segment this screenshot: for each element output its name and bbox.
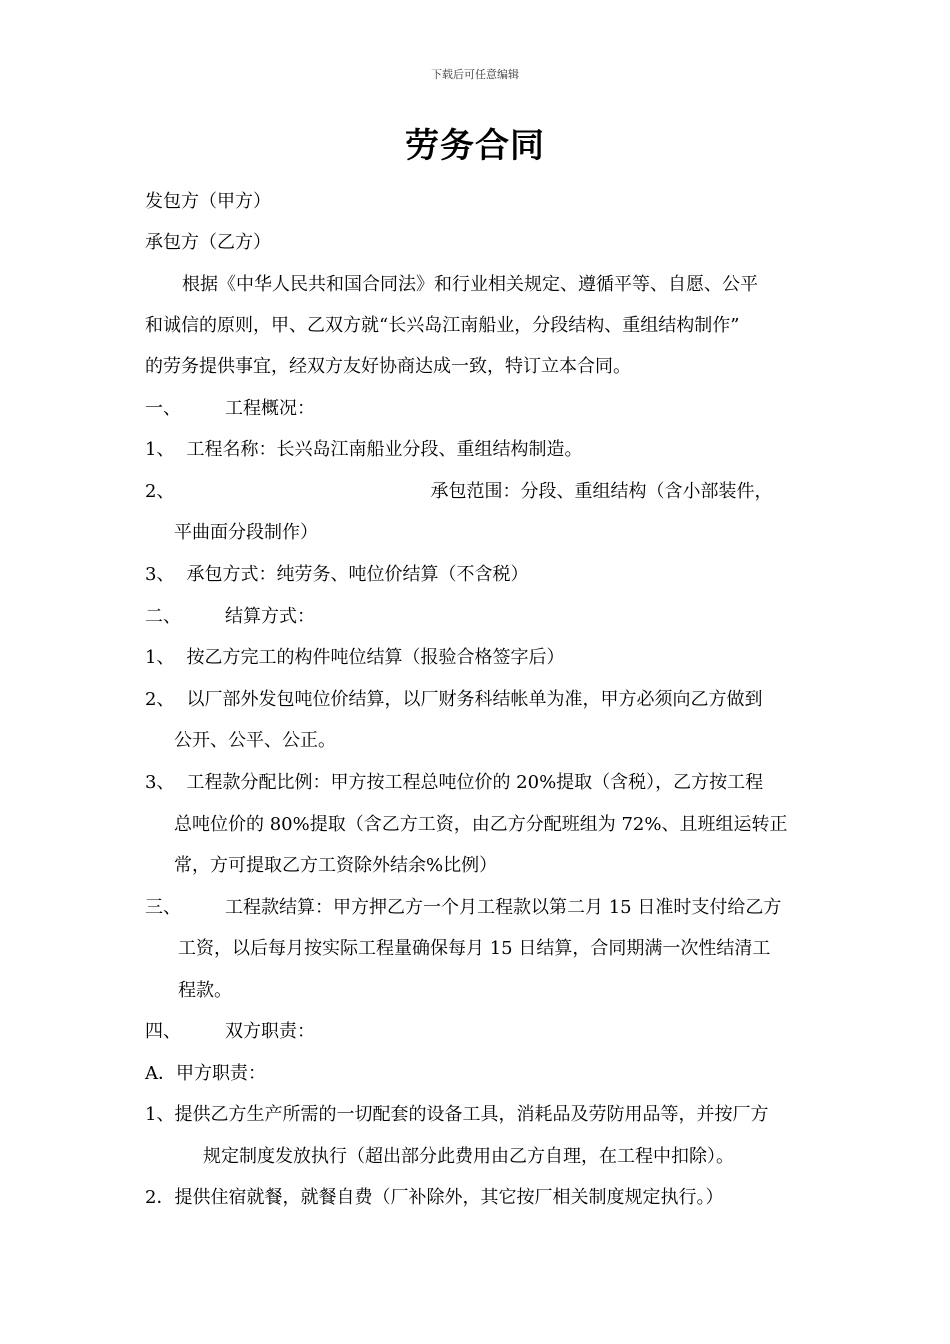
section-3-cont-2: 程款。 <box>178 980 232 1001</box>
section-4-heading <box>145 1020 315 1044</box>
section-2-item-2-cont: 公开、公平、公正。 <box>174 730 336 751</box>
section-2-item-3-cont-2: 常，方可提取乙方工资除外结余%比例） <box>174 855 498 876</box>
section-3-heading <box>145 896 781 920</box>
item-number: 3、 <box>145 564 175 585</box>
section-3-text: 工程款结算：甲方押乙方一个月工程款以第二月 15 日准时支付给乙方 <box>225 897 782 918</box>
item-text: 工程名称：长兴岛江南船业分段、重组结构制造。 <box>186 439 583 460</box>
item-number: 3、 <box>145 772 175 793</box>
item-number: 1、 <box>145 439 175 460</box>
section-4-sub-a: A．甲方职责： <box>145 1063 266 1084</box>
item-text: 承包范围：分段、重组结构（含小部装件， <box>430 481 773 502</box>
section-4-item-2: 2．提供住宿就餐，就餐自费（厂补除外，其它按厂相关制度规定执行。） <box>145 1187 724 1208</box>
section-4-item-1-cont: 规定制度发放执行（超出部分此费用由乙方自理，在工程中扣除）。 <box>203 1146 734 1167</box>
section-2-item-3 <box>145 771 763 795</box>
item-number: 1、 <box>145 647 175 668</box>
party-b-line: 承包方（乙方） <box>145 232 271 253</box>
preamble-line-2: 和诚信的原则，甲、乙双方就“长兴岛江南船业，分段结构、重组结构制作” <box>145 315 740 336</box>
section-3-number: 三、 <box>145 897 181 918</box>
section-2-item-3-cont-1: 总吨位价的 80%提取（含乙方工资，由乙方分配班组为 72%、且班组运转正 <box>174 814 788 835</box>
item-number: 2、 <box>145 689 175 710</box>
section-2-item-2 <box>145 688 762 712</box>
section-4-item-1: 1、提供乙方生产所需的一切配套的设备工具，消耗品及劳防用品等，并按厂方 <box>145 1104 769 1125</box>
item-text: 以厂部外发包吨位价结算，以厂财务科结帐单为准，甲方必须向乙方做到 <box>186 689 763 710</box>
section-2-title: 结算方式： <box>225 606 315 627</box>
section-1-item-2 <box>145 480 772 504</box>
item-text: 工程款分配比例：甲方按工程总吨位价的 20%提取（含税），乙方按工程 <box>186 772 764 793</box>
item-number: 2、 <box>145 481 175 502</box>
section-2-item-1 <box>145 646 564 670</box>
section-1-heading <box>145 397 315 421</box>
section-1-item-1 <box>145 438 582 462</box>
section-4-number: 四、 <box>145 1021 181 1042</box>
document-title: 劳务合同 <box>405 126 545 166</box>
item-text: 承包方式：纯劳务、吨位价结算（不含税） <box>186 564 529 585</box>
section-1-item-3 <box>145 563 528 587</box>
section-4-title: 双方职责： <box>225 1021 315 1042</box>
header-note: 下载后可任意编辑 <box>431 68 519 81</box>
section-1-item-2-cont: 平曲面分段制作） <box>174 522 318 543</box>
section-2-number: 二、 <box>145 606 181 627</box>
section-2-heading <box>145 605 315 629</box>
preamble-line-3: 的劳务提供事宜，经双方友好协商达成一致，特订立本合同。 <box>145 356 631 377</box>
section-3-cont-1: 工资，以后每月按实际工程量确保每月 15 日结算，合同期满一次性结清工 <box>178 938 771 959</box>
party-a-line: 发包方（甲方） <box>145 191 271 212</box>
item-text: 按乙方完工的构件吨位结算（报验合格签字后） <box>186 647 565 668</box>
section-1-number: 一、 <box>145 398 181 419</box>
preamble-line-1: 根据《中华人民共和国合同法》和行业相关规定、遵循平等、自愿、公平 <box>182 274 758 295</box>
section-1-title: 工程概况： <box>225 398 315 419</box>
